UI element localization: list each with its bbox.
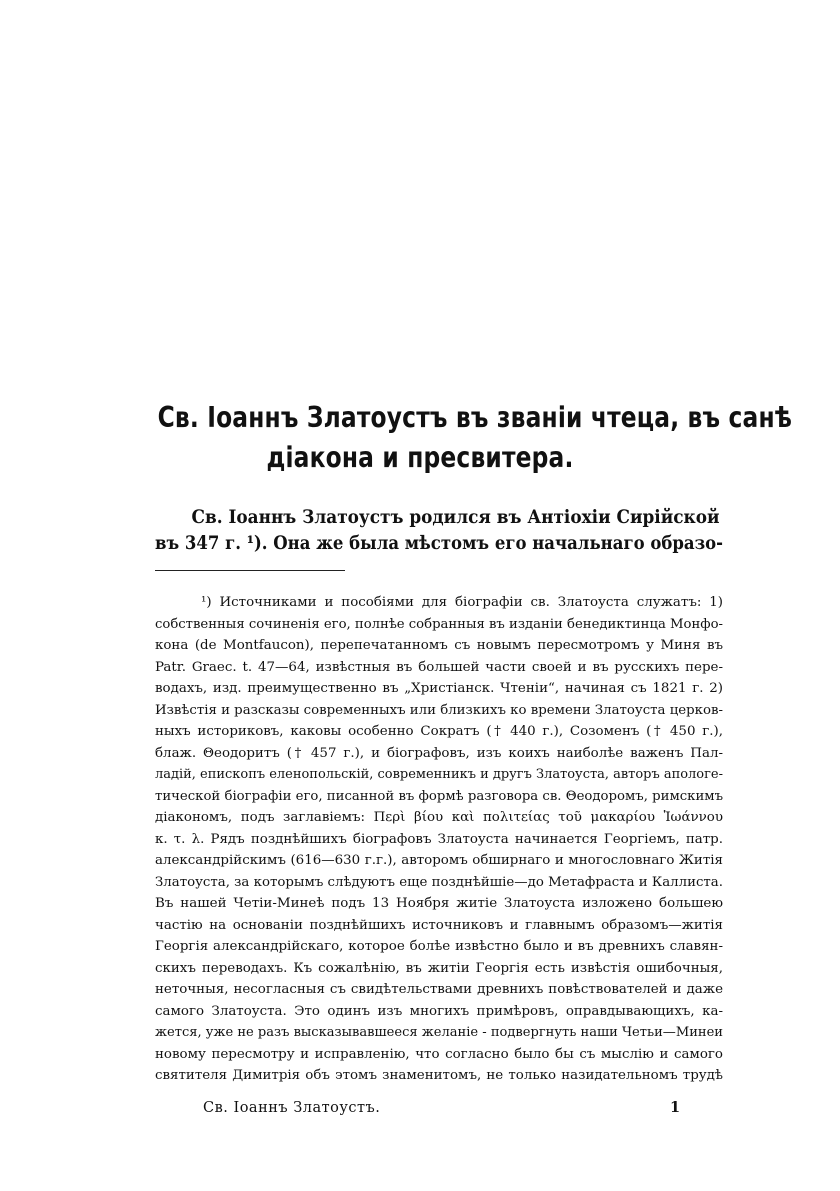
chapter-title [157,398,793,478]
footnote-line: κ. τ. λ. Рядъ позднѣйшихъ біографовъ Златоуста начинается Георгіемъ, патр. [155,831,723,847]
footnote-line: самого Златоуста. Это одинъ изъ многихъ примѣровъ, оправдывающихъ, ка- [155,1003,723,1019]
footnote-line: ныхъ историковъ, каковы особенно Сократъ († 440 г.), Созоменъ († 450 г.), [155,724,723,739]
footnote-line: діакономъ, подъ заглавіемъ: Περὶ βίου καὶ πολιτείας τοῦ μακαρίου Ἰωάννου [155,810,723,825]
footnote-line: святителя Димитрія объ этомъ знаменитомъ, не только назидательномъ трудѣ [155,1068,723,1083]
footnote-line: Георгія александрійскаго, которое болѣе извѣстно было и въ древнихъ славян- [155,939,723,954]
footnote-line: собственныя сочиненія его, полнѣе собранныя въ изданіи бенедиктинца Монфо- [155,616,723,632]
footnote-line: Въ нашей Четіи-Минеѣ подъ 13 Ноября житіе Златоуста изложено большею [155,896,723,911]
footnote-line: кона (de Montfaucon), перепечатанномъ съ новымъ пересмотромъ у Миня въ [155,638,723,653]
body-line: въ 347 г. ¹). Она же была мѣстомъ его начальнаго образо- [155,533,724,554]
footnote-line: скихъ переводахъ. Къ сожалѣнію, въ житіи Георгія есть извѣстія ошибочныя, [155,960,723,976]
footnote-line: Извѣстія и разсказы современныхъ или близкихъ ко времени Златоуста церков- [155,702,723,718]
body-line: Св. Іоаннъ Златоустъ родился въ Антіохіи Сирійской [191,507,720,528]
footnote-line: ¹) Источниками и пособіями для біографіи св. Златоуста служатъ: 1) [201,595,723,610]
footnote-line: частію на основаніи позднѣйшихъ источниковъ и главнымъ образомъ—житія [155,917,723,933]
footnote-line: новому пересмотру и исправленію, что согласно было бы съ мыслію и самого [155,1046,723,1062]
footnote-line: неточныя, несогласныя съ свидѣтельствами древнихъ повѣствователей и даже [155,982,723,997]
footnote-line: тической біографіи его, писанной въ формѣ разговора св. Θеодоромъ, римскимъ [155,788,724,804]
footnote-block [155,592,723,1087]
footnote-line: александрійскимъ (616—630 г.г.), авторомъ обширнаго и многословнаго Житія [155,853,723,868]
footnote-line: ладій, епископъ еленопольскій, современникъ и другъ Златоуста, авторъ апологе- [155,767,723,782]
body-paragraph [155,505,723,557]
footnote-line: Златоуста, за которымъ слѣдуютъ еще позднѣйшіе—до Метафраста и Каллиста. [155,874,723,890]
footnote-line: блаж. Θеодоритъ († 457 г.), и біографовъ, изъ коихъ наиболѣе важенъ Пал- [155,745,723,761]
footnote-line: Patr. Graec. t. 47—64, извѣстныя въ большей части своей и въ русскихъ пере- [155,659,723,675]
chapter-title-line-2: діакона и пресвитера. [266,441,574,474]
footnote-separator [155,570,345,571]
chapter-title-line-1: Св. Іоаннъ Златоустъ въ званіи чтеца, въ санѣ [157,401,793,434]
page-number: 1 [670,1099,681,1116]
footnote-line: жется, уже не разъ высказывавшееся желаніе - подвергнуть наши Четьи—Минеи [155,1025,724,1040]
footnote-line: водахъ, изд. преимущественно въ „Христіанск. Чтеніи“, начиная съ 1821 г. 2) [155,681,723,696]
running-footer-title: Св. Іоаннъ Златоустъ. [203,1100,381,1116]
